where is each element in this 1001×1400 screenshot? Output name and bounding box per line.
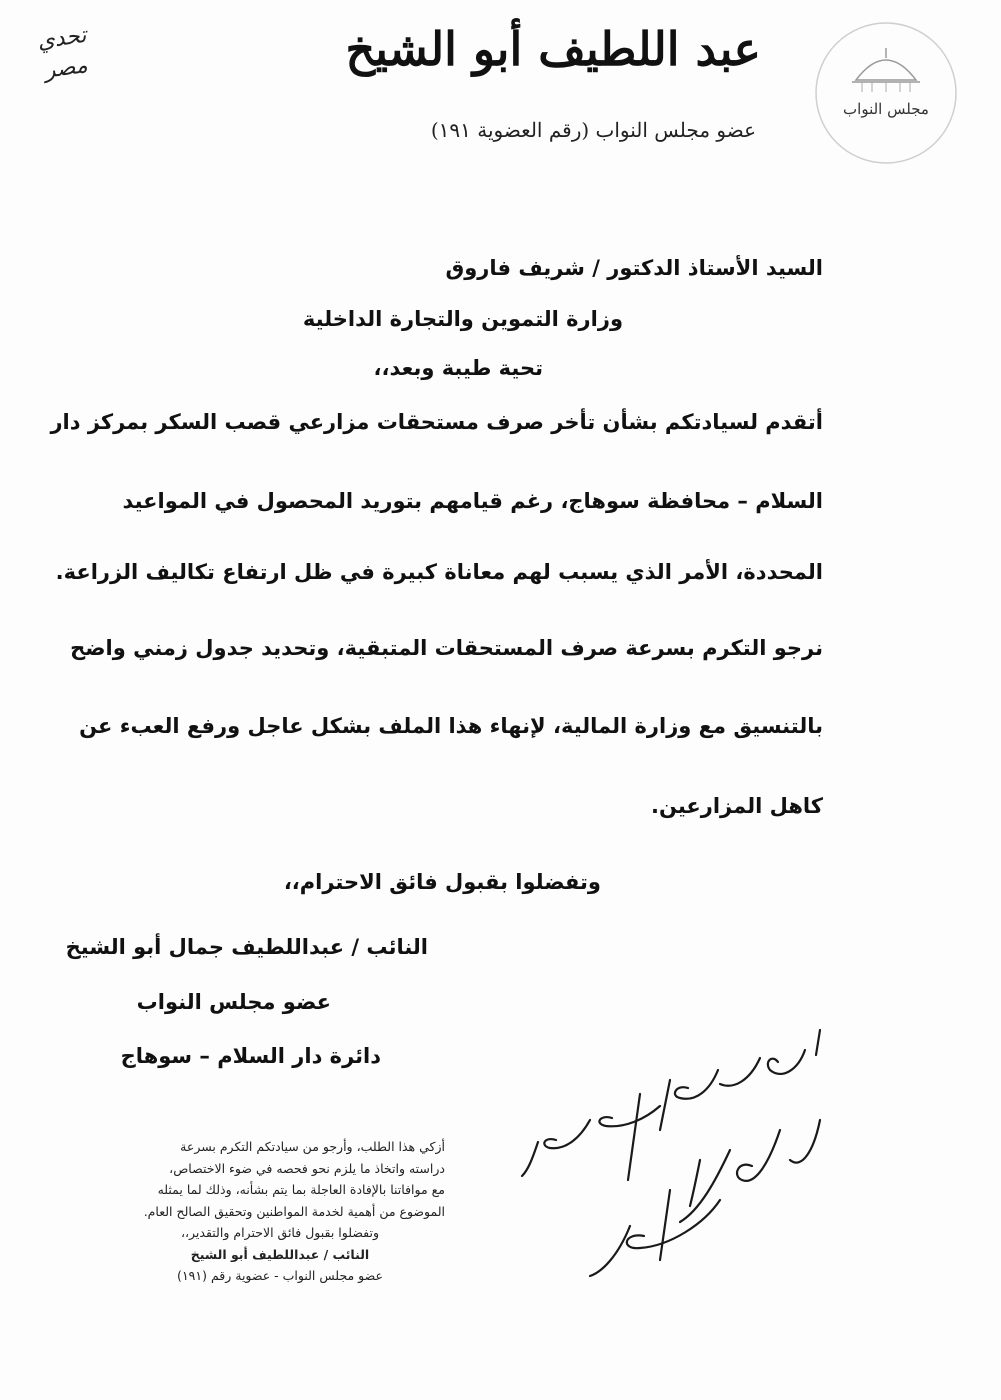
tahaddi-misr-logo <box>18 10 108 120</box>
paragraph-1-line: السلام – محافظة سوهاج، رغم قيامهم بتوريد المحصول في المواعيد <box>122 489 823 513</box>
note-line: الموضوع من أهمية لخدمة المواطنين وتحقيق الصالح العام. <box>143 1203 445 1219</box>
note-signer: النائب / عبداللطيف أبو الشيخ <box>190 1246 370 1262</box>
paragraph-2 <box>70 636 823 818</box>
signer-title: النائب / عبداللطيف جمال أبو الشيخ <box>65 935 428 959</box>
paragraph-2-line: نرجو التكرم بسرعة صرف المستحقات المتبقية، وتحديد جدول زمني واضح <box>70 636 823 660</box>
note-line: مع موافاتنا بالإفادة العاجلة بما يتم بشأنه، وذلك لما يمثله <box>157 1182 445 1197</box>
letterhead-subtitle: عضو مجلس النواب (رقم العضوية ١٩١) <box>430 118 756 142</box>
note-line: أزكي هذا الطلب، وأرجو من سيادتكم التكرم بسرعة <box>180 1139 445 1154</box>
seal-emblem-icon <box>800 18 972 168</box>
parliament-seal <box>800 18 972 168</box>
logo-text: تحدي مصر <box>35 22 90 84</box>
greeting-line: تحية طيبة وبعد،، <box>373 356 543 380</box>
closing-line: وتفضلوا بقبول فائق الاحترام،، <box>283 870 601 894</box>
note-line: وتفضلوا بقبول فائق الاحترام والتقدير،، <box>180 1225 380 1240</box>
letterhead-name: عبد اللطيف أبو الشيخ <box>345 22 761 76</box>
ministry-line: وزارة التموين والتجارة الداخلية <box>302 307 623 331</box>
note-line: دراسته واتخاذ ما يلزم نحو فحصه في ضوء الاختصاص، <box>169 1160 445 1176</box>
paragraph-1-line: المحددة، الأمر الذي يسبب لهم معاناة كبيرة في ظل ارتفاع تكاليف الزراعة. <box>55 560 823 584</box>
handwritten-annotation <box>520 1010 850 1290</box>
paragraph-2-line: بالتنسيق مع وزارة المالية، لإنهاء هذا الملف بشكل عاجل ورفع العبء عن <box>79 714 823 738</box>
paragraph-1-line: أتقدم لسيادتكم بشأن تأخر صرف مستحقات مزارعي قصب السكر بمركز دار <box>50 410 823 434</box>
seal-label: مجلس النواب <box>843 100 929 118</box>
recipient-line: السيد الأستاذ الدكتور / شريف فاروق <box>445 256 823 280</box>
handwriting-signature-icon <box>520 1010 850 1290</box>
paragraph-2-line: كاهل المزارعين. <box>650 794 823 818</box>
endorsement-note <box>115 1136 445 1287</box>
signer-district: دائرة دار السلام – سوهاج <box>120 1044 381 1068</box>
note-signer-role: عضو مجلس النواب - عضوية رقم (١٩١) <box>177 1268 383 1283</box>
signer-role: عضو مجلس النواب <box>136 990 331 1014</box>
paragraph-1 <box>50 410 823 590</box>
